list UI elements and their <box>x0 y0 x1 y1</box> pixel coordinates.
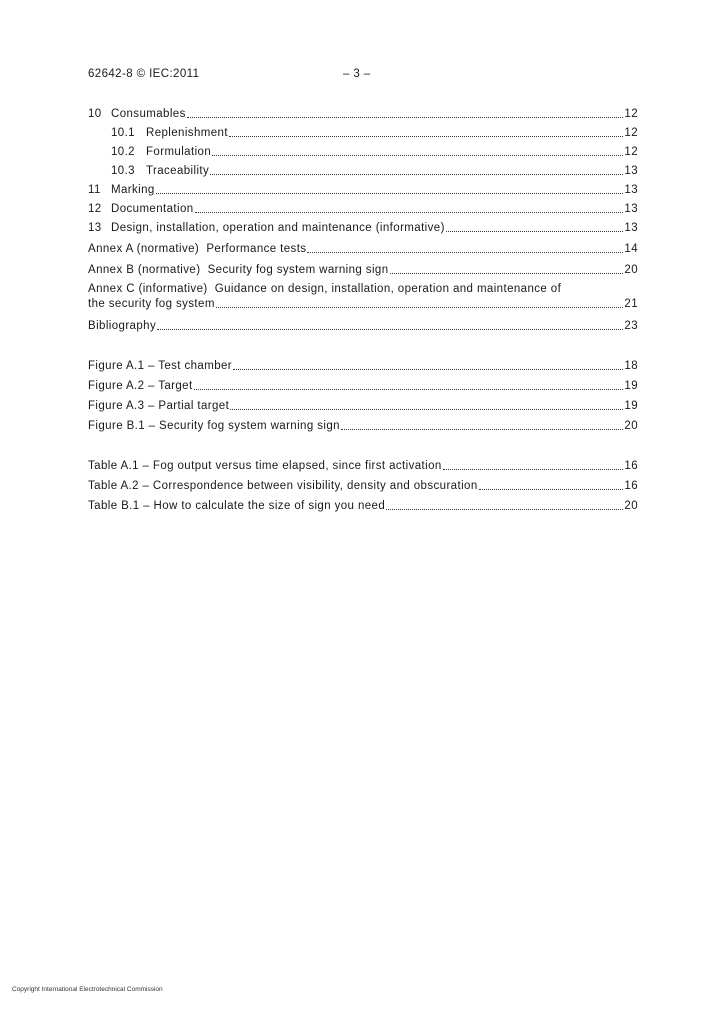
toc-entry-page: 20 <box>624 264 638 276</box>
toc-entry-line <box>88 279 638 296</box>
toc-entry-title: Figure A.2 – Target <box>88 380 193 392</box>
toc-entry-title: Annex C (informative) Guidance on design, installation, operation and maintenance of <box>88 283 562 295</box>
toc-entry-title: Formulation <box>146 146 212 158</box>
toc-entry-title: Marking <box>111 184 155 196</box>
toc-entry-figure-a3[interactable] <box>88 393 638 413</box>
toc-entry-marking[interactable] <box>88 178 638 197</box>
toc-entry-page: 21 <box>624 298 638 310</box>
toc-entry-formulation[interactable] <box>88 140 638 159</box>
toc-entry-figure-a1[interactable] <box>88 353 638 373</box>
toc-entry-page: 20 <box>624 500 638 512</box>
spacer <box>88 333 638 353</box>
dot-leader <box>195 212 624 213</box>
toc-entry-table-a1[interactable] <box>88 453 638 473</box>
toc-entry-title: Figure A.1 – Test chamber <box>88 360 233 372</box>
toc-entry-page: 23 <box>624 320 638 332</box>
toc-entry-design-installation[interactable] <box>88 216 638 235</box>
toc-entry-title: Table A.1 – Fog output versus time elapsed, since first activation <box>88 460 442 472</box>
dot-leader <box>212 155 623 156</box>
toc-entry-number: 10.3 <box>111 165 135 177</box>
toc-entry-number: 10.1 <box>111 127 135 139</box>
toc-entry-page: 16 <box>624 480 638 492</box>
toc-entry-page: 12 <box>624 108 638 120</box>
dot-leader <box>210 174 623 175</box>
copyright-notice: Copyright International Electrotechnical Commission <box>12 986 163 993</box>
dot-leader <box>443 469 624 470</box>
toc-entry-documentation[interactable] <box>88 197 638 216</box>
dot-leader <box>216 307 624 308</box>
page-header <box>88 68 638 84</box>
dot-leader <box>446 231 624 232</box>
toc-entry-title-continued: the security fog system <box>88 298 215 310</box>
dot-leader <box>187 117 624 118</box>
toc-entry-title: Annex B (normative) Security fog system warning sign <box>88 264 389 276</box>
toc-entry-number: 11 <box>88 184 101 196</box>
toc-entry-page: 13 <box>624 222 638 234</box>
toc-entry-annex-c[interactable] <box>88 279 638 311</box>
toc-entry-page: 13 <box>624 165 638 177</box>
toc-entry-page: 18 <box>624 360 638 372</box>
dot-leader <box>390 273 624 274</box>
toc-entry-traceability[interactable] <box>88 159 638 178</box>
dot-leader <box>230 409 623 410</box>
table-of-contents <box>88 102 638 513</box>
toc-entry-title: Design, installation, operation and maintenance (informative) <box>111 222 445 234</box>
toc-entry-figure-a2[interactable] <box>88 373 638 393</box>
toc-entry-page: 14 <box>624 243 638 255</box>
dot-leader <box>307 252 623 253</box>
toc-entry-annex-b[interactable] <box>88 256 638 277</box>
dot-leader <box>341 429 623 430</box>
toc-entry-page: 13 <box>624 203 638 215</box>
toc-entry-page: 19 <box>624 380 638 392</box>
dot-leader <box>194 389 624 390</box>
toc-entry-title: Figure B.1 – Security fog system warning sign <box>88 420 340 432</box>
toc-entry-page: 13 <box>624 184 638 196</box>
dot-leader <box>156 193 624 194</box>
toc-entry-page: 16 <box>624 460 638 472</box>
dot-leader <box>229 136 623 137</box>
toc-entry-title: Documentation <box>111 203 194 215</box>
toc-entry-annex-a[interactable] <box>88 235 638 256</box>
toc-entry-bibliography[interactable] <box>88 311 638 333</box>
toc-entry-table-a2[interactable] <box>88 473 638 493</box>
toc-entry-title: Figure A.3 – Partial target <box>88 400 230 412</box>
toc-entry-page: 12 <box>624 146 638 158</box>
spacer <box>88 433 638 453</box>
dot-leader <box>479 489 624 490</box>
toc-entry-figure-b1[interactable] <box>88 413 638 433</box>
document-id: 62642-8 © IEC:2011 <box>88 68 200 80</box>
toc-entry-replenishment[interactable] <box>88 121 638 140</box>
toc-entry-page: 20 <box>624 420 638 432</box>
toc-entry-title: Table A.2 – Correspondence between visibility, density and obscuration <box>88 480 478 492</box>
toc-entry-title: Traceability <box>146 165 210 177</box>
toc-entry-table-b1[interactable] <box>88 493 638 513</box>
toc-entry-number: 10.2 <box>111 146 135 158</box>
toc-entry-number: 12 <box>88 203 102 215</box>
dot-leader <box>386 509 623 510</box>
toc-entry-title: Consumables <box>111 108 186 120</box>
toc-entry-title: Annex A (normative) Performance tests <box>88 243 307 255</box>
toc-entry-number: 10 <box>88 108 102 120</box>
page-number: – 3 – <box>343 68 371 80</box>
toc-entry-number: 13 <box>88 222 102 234</box>
toc-entry-title: Bibliography <box>88 320 157 332</box>
toc-entry-page: 12 <box>624 127 638 139</box>
dot-leader <box>233 369 623 370</box>
dot-leader <box>157 329 623 330</box>
toc-entry-title: Table B.1 – How to calculate the size of sign you need <box>88 500 386 512</box>
toc-entry-page: 19 <box>624 400 638 412</box>
toc-entry-line <box>88 296 638 311</box>
toc-entry-consumables[interactable] <box>88 102 638 121</box>
toc-entry-title: Replenishment <box>146 127 228 139</box>
